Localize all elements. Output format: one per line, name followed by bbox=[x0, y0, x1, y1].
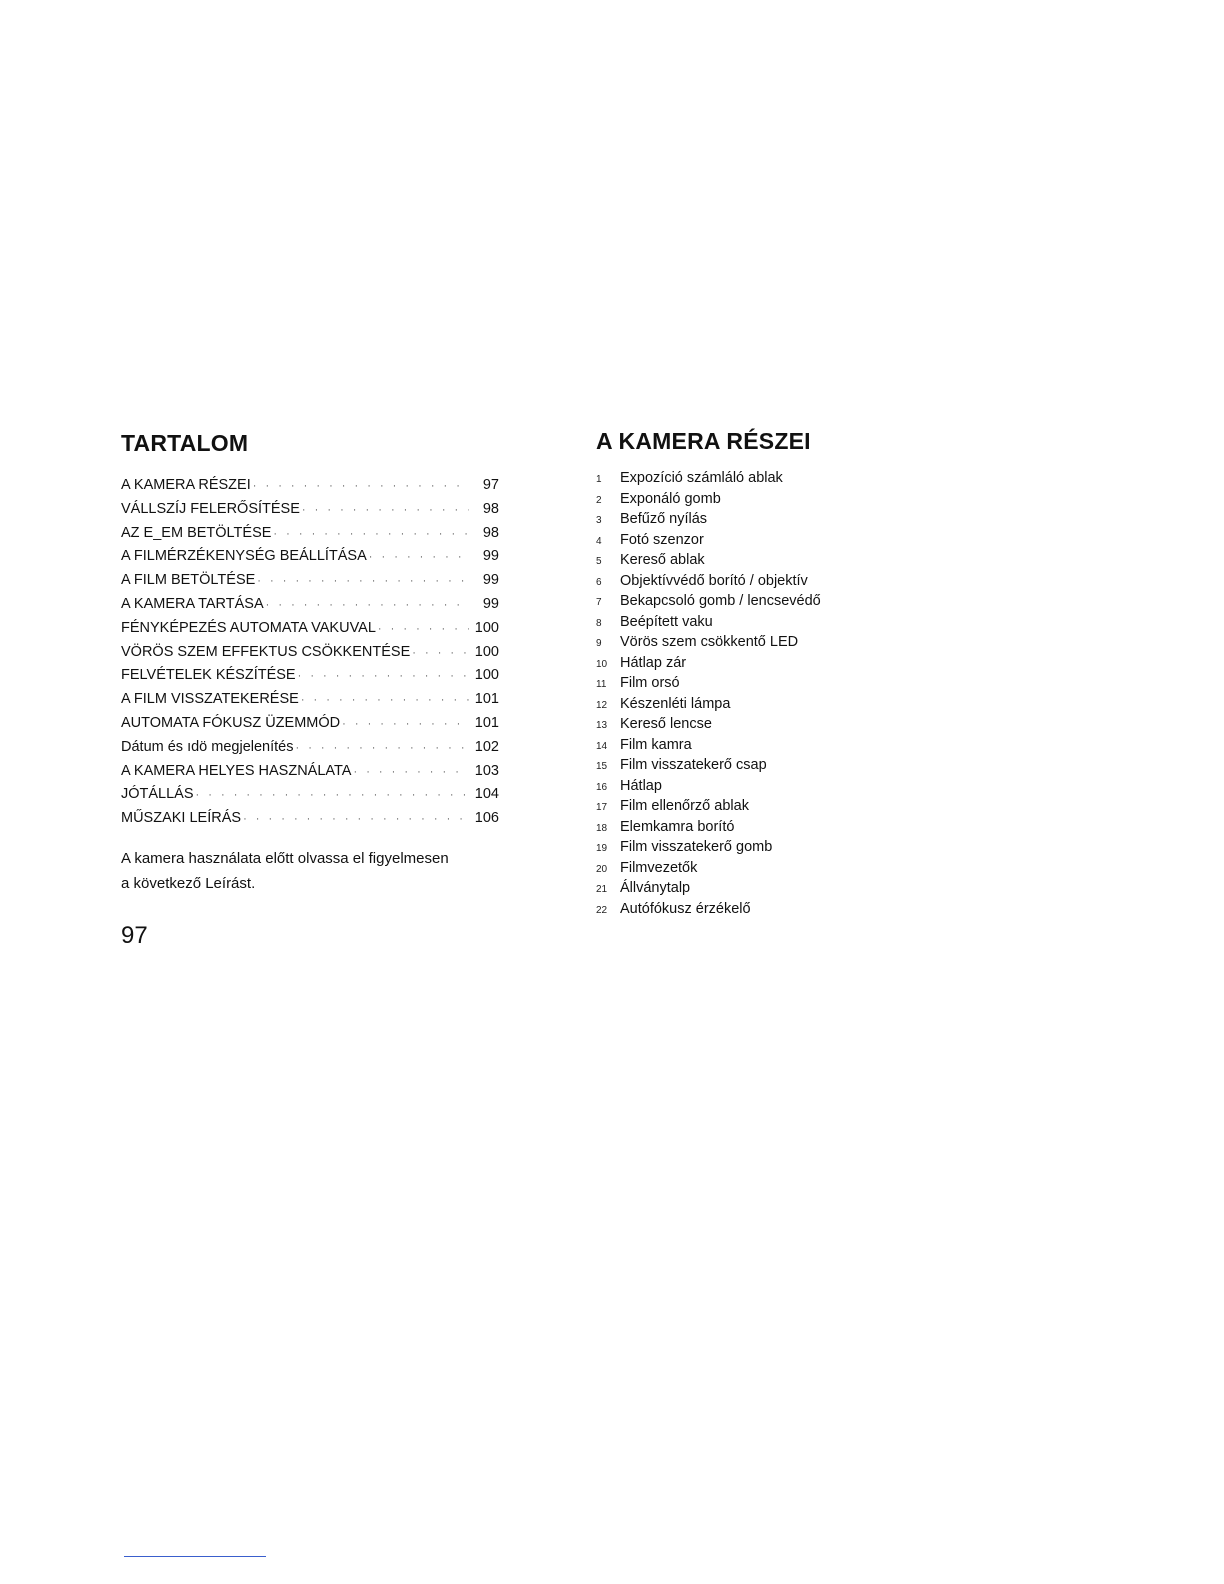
part-item bbox=[596, 675, 896, 696]
toc-entry bbox=[121, 739, 499, 763]
toc-entry-title: VÁLLSZÍJ FELERŐSÍTÉSE bbox=[121, 500, 300, 517]
toc-entry-page: 100 bbox=[474, 667, 499, 684]
part-label: Expozíció számláló ablak bbox=[620, 470, 783, 486]
toc-entry-page: 98 bbox=[482, 524, 499, 541]
toc-entry-title: AZ E_EM BETÖLTÉSE bbox=[121, 524, 272, 541]
part-label: Film visszatekerő gomb bbox=[620, 839, 773, 855]
camera-parts-section bbox=[596, 428, 896, 921]
toc-leader-dots bbox=[301, 694, 469, 706]
part-item bbox=[596, 778, 896, 799]
toc-entry bbox=[121, 620, 499, 644]
part-item bbox=[596, 880, 896, 901]
part-number: 4 bbox=[596, 535, 602, 547]
part-label: Autófókusz érzékelő bbox=[620, 900, 751, 917]
toc-entry-title: Dátum és ıdö megjelenítés bbox=[121, 738, 294, 755]
toc-leader-dots bbox=[302, 504, 469, 516]
part-number: 2 bbox=[596, 494, 602, 506]
toc-leader-dots bbox=[378, 623, 469, 635]
part-number: 15 bbox=[596, 761, 608, 772]
toc-entry-title: A FILMÉRZÉKENYSÉG BEÁLLÍTÁSA bbox=[121, 548, 367, 565]
toc-entry-title: A FILM VISSZATEKERÉSE bbox=[121, 691, 299, 708]
part-item bbox=[596, 737, 896, 758]
part-item bbox=[596, 655, 896, 676]
toc-entry-title: JÓTÁLLÁS bbox=[121, 786, 194, 803]
part-label: Hátlap zár bbox=[620, 654, 687, 671]
toc-entry-page: 97 bbox=[482, 477, 499, 493]
part-number: 7 bbox=[596, 597, 602, 608]
part-label: Exponáló gomb bbox=[620, 490, 721, 507]
toc-entry-page: 99 bbox=[482, 572, 499, 589]
part-item bbox=[596, 532, 896, 553]
toc-leader-dots bbox=[266, 599, 469, 611]
part-item bbox=[596, 696, 896, 717]
part-label: Film ellenőrző ablak bbox=[620, 798, 749, 814]
toc-entry bbox=[121, 477, 499, 501]
part-number: 20 bbox=[596, 863, 608, 875]
toc-entry-title: FELVÉTELEK KÉSZÍTÉSE bbox=[121, 667, 296, 684]
toc-leader-dots bbox=[295, 742, 469, 754]
toc-entry-page: 100 bbox=[474, 619, 499, 636]
table-of-contents bbox=[121, 430, 499, 950]
part-label: Hátlap bbox=[620, 777, 662, 794]
toc-entry-page: 99 bbox=[482, 548, 499, 565]
part-item bbox=[596, 491, 896, 512]
part-label: Kereső lencse bbox=[620, 716, 712, 732]
toc-entry bbox=[121, 572, 499, 596]
part-item bbox=[596, 839, 896, 860]
part-number: 22 bbox=[596, 904, 608, 916]
part-item bbox=[596, 798, 896, 819]
footer-rule bbox=[124, 1556, 266, 1557]
part-item bbox=[596, 819, 896, 840]
toc-entry-title: FÉNYKÉPEZÉS AUTOMATA VAKUVAL bbox=[121, 619, 376, 636]
toc-entry bbox=[121, 501, 499, 525]
part-item bbox=[596, 614, 896, 635]
part-label: Fotó szenzor bbox=[620, 531, 704, 548]
toc-entry bbox=[121, 715, 499, 739]
part-label: Bekapcsoló gomb / lencsevédő bbox=[620, 593, 821, 609]
toc-entry-page: 101 bbox=[474, 691, 499, 708]
toc-entry bbox=[121, 525, 499, 549]
part-item bbox=[596, 757, 896, 778]
parts-list bbox=[596, 470, 896, 921]
part-number: 1 bbox=[596, 474, 602, 485]
part-number: 13 bbox=[596, 720, 608, 731]
part-item bbox=[596, 716, 896, 737]
toc-list bbox=[121, 477, 499, 834]
toc-entry bbox=[121, 667, 499, 691]
part-label: Film orsó bbox=[620, 675, 680, 691]
toc-entry-title: A KAMERA HELYES HASZNÁLATA bbox=[121, 762, 352, 779]
toc-leader-dots bbox=[298, 670, 469, 682]
part-label: Állványtalp bbox=[620, 880, 691, 896]
part-number: 5 bbox=[596, 556, 602, 567]
part-number: 12 bbox=[596, 699, 608, 711]
toc-entry bbox=[121, 596, 499, 620]
toc-entry bbox=[121, 786, 499, 810]
part-number: 8 bbox=[596, 617, 602, 629]
part-label: Filmvezetők bbox=[620, 859, 698, 876]
toc-entry-title: MŰSZAKI LEÍRÁS bbox=[121, 810, 242, 827]
part-label: Elemkamra borító bbox=[620, 818, 735, 835]
part-number: 19 bbox=[596, 843, 608, 854]
toc-entry bbox=[121, 548, 499, 572]
part-label: Objektívvédő borító / objektív bbox=[620, 572, 808, 589]
part-label: Beépített vaku bbox=[620, 613, 713, 630]
toc-leader-dots bbox=[253, 480, 469, 492]
toc-entry-page: 106 bbox=[474, 810, 499, 827]
part-number: 21 bbox=[596, 884, 608, 895]
toc-entry-page: 104 bbox=[474, 786, 499, 803]
part-number: 14 bbox=[596, 740, 608, 752]
toc-entry-title: A FILM BETÖLTÉSE bbox=[121, 572, 256, 589]
part-number: 17 bbox=[596, 802, 608, 813]
part-item bbox=[596, 511, 896, 532]
toc-entry-title: A KAMERA RÉSZEI bbox=[121, 477, 251, 493]
toc-entry bbox=[121, 691, 499, 715]
part-label: Befűző nyílás bbox=[620, 511, 708, 527]
part-item bbox=[596, 634, 896, 655]
part-number: 9 bbox=[596, 638, 602, 649]
parts-heading: A KAMERA RÉSZEI bbox=[596, 428, 811, 454]
part-number: 16 bbox=[596, 781, 608, 793]
toc-leader-dots bbox=[196, 789, 469, 801]
part-number: 18 bbox=[596, 822, 608, 834]
toc-leader-dots bbox=[273, 528, 469, 540]
toc-leader-dots bbox=[369, 551, 469, 563]
part-item bbox=[596, 593, 896, 614]
part-number: 10 bbox=[596, 658, 608, 670]
toc-leader-dots bbox=[243, 813, 469, 825]
part-item bbox=[596, 860, 896, 881]
toc-entry bbox=[121, 763, 499, 787]
part-item bbox=[596, 901, 896, 922]
part-number: 3 bbox=[596, 515, 602, 526]
toc-entry-page: 98 bbox=[482, 500, 499, 517]
part-label: Film kamra bbox=[620, 736, 692, 753]
part-label: Vörös szem csökkentő LED bbox=[620, 634, 799, 650]
part-number: 11 bbox=[596, 679, 607, 690]
part-number: 6 bbox=[596, 576, 602, 588]
toc-entry-title: AUTOMATA FÓKUSZ ÜZEMMÓD bbox=[121, 714, 341, 731]
toc-entry-title: VÖRÖS SZEM EFFEKTUS CSÖKKENTÉSE bbox=[121, 643, 411, 660]
toc-entry-page: 99 bbox=[482, 595, 499, 612]
intro-note: A kamera használata előtt olvassa el figyelmesen a következő Leírást. bbox=[121, 849, 449, 892]
toc-leader-dots bbox=[342, 718, 469, 730]
toc-entry-page: 103 bbox=[474, 762, 499, 779]
part-item bbox=[596, 552, 896, 573]
toc-leader-dots bbox=[412, 647, 469, 659]
toc-entry-page: 102 bbox=[474, 738, 499, 755]
toc-heading: TARTALOM bbox=[121, 430, 249, 456]
page-number: 97 bbox=[121, 921, 148, 949]
toc-leader-dots bbox=[257, 575, 469, 587]
part-label: Készenléti lámpa bbox=[620, 695, 731, 712]
toc-leader-dots bbox=[353, 766, 469, 778]
toc-entry bbox=[121, 810, 499, 834]
part-label: Kereső ablak bbox=[620, 552, 705, 568]
part-label: Film visszatekerő csap bbox=[620, 757, 767, 773]
toc-entry-page: 100 bbox=[474, 643, 499, 660]
part-item bbox=[596, 470, 896, 491]
toc-entry-page: 101 bbox=[474, 714, 499, 731]
toc-entry bbox=[121, 644, 499, 668]
toc-entry-title: A KAMERA TARTÁSA bbox=[121, 595, 264, 612]
part-item bbox=[596, 573, 896, 594]
